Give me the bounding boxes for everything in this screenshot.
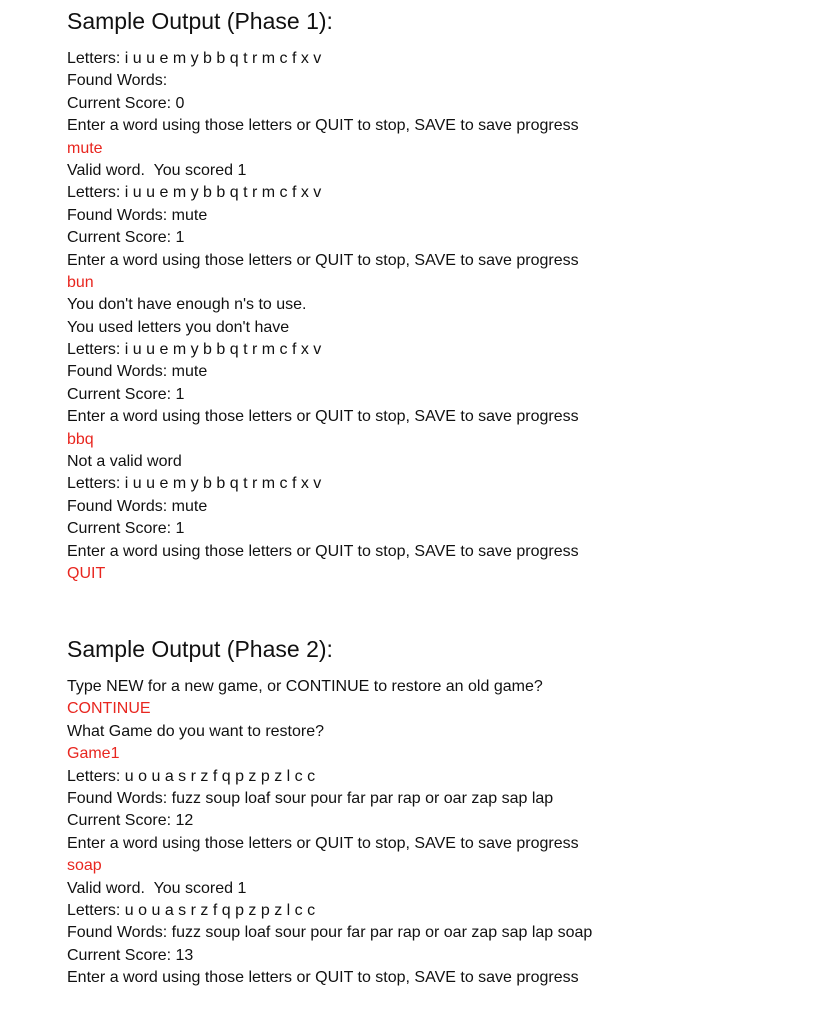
program-output-line: Current Score: 1 — [67, 229, 185, 247]
program-output-line: Current Score: 12 — [67, 812, 194, 830]
user-input-line: Game1 — [67, 745, 120, 763]
program-output-line: Type NEW for a new game, or CONTINUE to restore an old game? — [67, 678, 543, 695]
program-output-line: Letters: u o u a s r z f q p z p z l c c — [67, 901, 316, 919]
user-input-line: bun — [67, 273, 94, 291]
phase2-title: Sample Output (Phase 2): — [67, 636, 333, 662]
program-output-line: Found Words: fuzz soup loaf sour pour far par rap or oar zap sap lap — [67, 789, 554, 807]
program-output-line: Found Words: — [67, 72, 168, 90]
program-output-line: Letters: i u u e m y b b q t r m c f x v — [67, 50, 322, 67]
program-output-line: Current Score: 1 — [67, 520, 185, 538]
program-output-line: Found Words: mute — [67, 206, 208, 224]
program-output-line: Valid word. You scored 1 — [67, 879, 247, 897]
phase2-transcript — [67, 676, 807, 989]
program-output-line: Letters: i u u e m y b b q t r m c f x v — [67, 184, 322, 202]
program-output-line: Found Words: fuzz soup loaf sour pour far par rap or oar zap sap lap soap — [67, 924, 593, 942]
user-input-line: CONTINUE — [67, 700, 151, 718]
program-output-line: You used letters you don't have — [67, 318, 290, 336]
phase2-section — [67, 634, 807, 989]
program-output-line: Letters: i u u e m y b b q t r m c f x v — [67, 341, 322, 359]
program-output-line: Enter a word using those letters or QUIT to stop, SAVE to save progress — [67, 542, 579, 560]
program-output-line: Not a valid word — [67, 453, 182, 471]
program-output-line: Enter a word using those letters or QUIT to stop, SAVE to save progress — [67, 969, 579, 987]
user-input-line: soap — [67, 857, 102, 875]
program-output-line: Found Words: mute — [67, 363, 208, 381]
program-output-line: Current Score: 1 — [67, 385, 185, 403]
program-output-line: Valid word. You scored 1 — [67, 161, 247, 179]
phase1-title: Sample Output (Phase 1): — [67, 8, 333, 34]
phase1-section — [67, 6, 807, 585]
program-output-line: Letters: u o u a s r z f q p z p z l c c — [67, 767, 316, 785]
phase1-transcript — [67, 48, 807, 585]
user-input-line: mute — [67, 139, 103, 157]
program-output-line: What Game do you want to restore? — [67, 722, 325, 740]
program-output-line: Current Score: 13 — [67, 946, 194, 964]
user-input-line: bbq — [67, 430, 94, 448]
program-output-line: Enter a word using those letters or QUIT to stop, SAVE to save progress — [67, 408, 579, 426]
program-output-line: Enter a word using those letters or QUIT to stop, SAVE to save progress — [67, 834, 579, 852]
program-output-line: Found Words: mute — [67, 497, 208, 515]
program-output-line: Current Score: 0 — [67, 94, 185, 112]
program-output-line: Enter a word using those letters or QUIT to stop, SAVE to save progress — [67, 251, 579, 269]
program-output-line: You don't have enough n's to use. — [67, 296, 307, 314]
program-output-line: Enter a word using those letters or QUIT to stop, SAVE to save progress — [67, 117, 579, 135]
user-input-line: QUIT — [67, 564, 106, 582]
program-output-line: Letters: i u u e m y b b q t r m c f x v — [67, 475, 322, 493]
